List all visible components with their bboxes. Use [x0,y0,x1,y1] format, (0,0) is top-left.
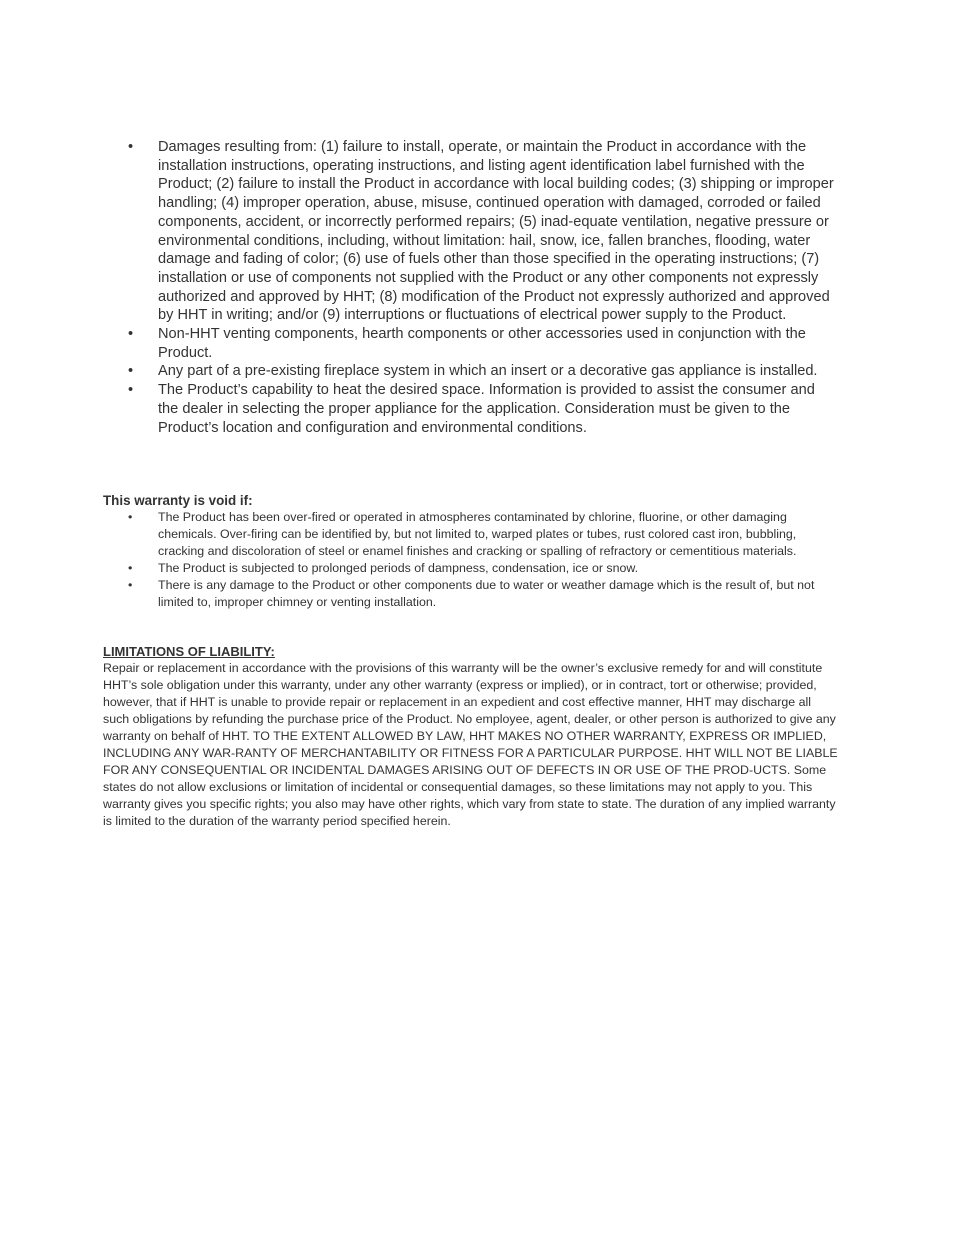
liability-paragraph: Repair or replacement in accordance with the provisions of this warranty will be the owner’s exclusive remedy for and will constitute HHT’s sole obligation under this warranty, under any other warranty (express or implied), or in contract, tort or otherwise; provided, however, that if HHT is unable to provide repair or replacement in an expedient and cost effective manner, HHT may discharge all such obligations by refunding the purchase price of the Product. No employee, agent, dealer, or other person is authorized to give any warranty on behalf of HHT. TO THE EXTENT ALLOWED BY LAW, HHT MAKES NO OTHER WARRANTY, EXPRESS OR IMPLIED, INCLUDING ANY WAR-RANTY OF MERCHANTABILITY OR FITNESS FOR A PARTICULAR PURPOSE. HHT WILL NOT BE LIABLE FOR ANY CONSEQUENTIAL OR INCIDENTAL DAMAGES ARISING OUT OF DEFECTS IN OR USE OF THE PROD-UCTS. Some states do not allow exclusions or limitation of incidental or consequential damages, so these limitations may not apply to you. This warranty gives you specific rights; you also may have other rights, which vary from state to state. The duration of any implied warranty is limited to the duration of the warranty period specified herein. [103,661,838,828]
list-item [128,560,834,577]
bullet-icon: • [128,510,133,524]
liability-heading: LIMITATIONS OF LIABILITY: [103,644,275,659]
bullet-icon: • [128,561,133,575]
list-item [128,325,834,362]
list-item-text: Any part of a pre-existing fireplace system in which an insert or a decorative gas appliance is installed. [158,363,818,380]
list-item-text: The Product is subjected to prolonged periods of dampness, condensation, ice or snow. [158,561,639,575]
bullet-icon: • [128,139,134,155]
list-item-text: The Product’s capability to heat the desired space. Information is provided to assist the consumer and the dealer in selecting the proper appliance for the application. Consideration must be given to the Product’s location and configuration and environmental conditions. [158,382,815,436]
list-item [128,577,834,611]
bullet-icon: • [128,382,134,399]
void-conditions-list [128,509,834,611]
exclusions-list [128,138,834,437]
void-heading: This warranty is void if: [103,493,253,508]
list-item [128,381,834,437]
bullet-icon: • [128,326,134,343]
list-item [128,362,834,381]
list-item-text: Non-HHT venting components, hearth components or other accessories used in conjunction with the Product. [158,326,806,361]
bullet-icon: • [128,578,133,592]
list-item [128,138,834,325]
bullet-icon: • [128,363,134,380]
list-item-text: The Product has been over-fired or operated in atmospheres contaminated by chlorine, fluorine, or other damaging chemicals. Over-firing can be identified by, but not limited to, warped plates or tubes, rust colored cast iron, bubbling, cracking and discoloration of steel or enamel finishes and cracking or spalling of refractory or cementitious materials. [158,510,797,558]
list-item-text: There is any damage to the Product or other components due to water or weather damage which is the result of, but not limited to, improper chimney or venting installation. [158,578,815,609]
list-item-text: Damages resulting from: (1) failure to install, operate, or maintain the Product in accordance with the installation instructions, operating instructions, and listing agent identification label furnished with the Product; (2) failure to install the Product in accordance with local building codes; (3) shipping or improper handling; (4) improper operation, abuse, misuse, continued operation with damaged, corroded or failed components, accident, or incorrectly performed repairs; (5) inad-equate ventilation, negative pressure or environmental conditions, including, without limitation: hail, snow, ice, fallen branches, flooding, water damage and fading of color; (6) use of fuels other than those specified in the operating instructions; (7) installation or use of components not supplied with the Product or any other components not expressly authorized and approved by HHT; (8) modification of the Product not expressly authorized and approved by HHT in writing; and/or (9) interruptions or fluctuations of electrical power supply to the Product. [158,139,834,324]
list-item [128,509,834,560]
